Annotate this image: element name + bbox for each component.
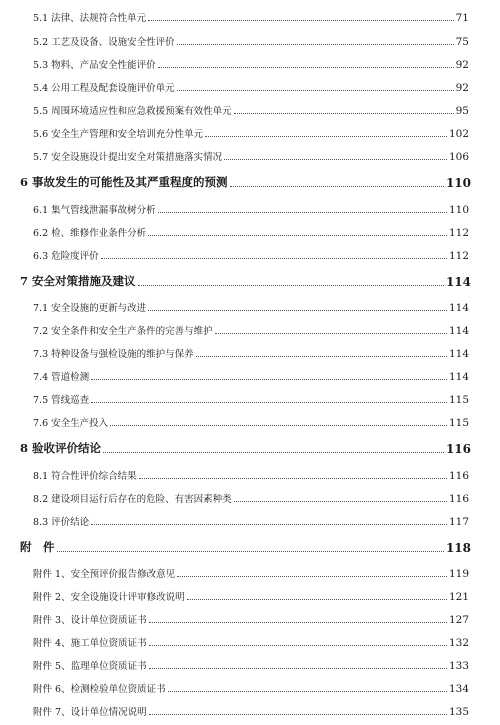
toc-entry-title: 5.2 工艺及设备、设施安全性评价 [33, 37, 175, 48]
toc-page-number: 132 [448, 637, 469, 649]
toc-page-number: 112 [448, 250, 469, 262]
toc-page-number: 116 [448, 493, 469, 505]
toc-entry-title: 5.1 法律、法规符合性单元 [33, 13, 147, 24]
toc-dot-leader [149, 622, 447, 623]
toc-section-entry[interactable] [0, 323, 500, 337]
toc-dot-leader [139, 478, 447, 479]
toc-dot-leader [148, 235, 447, 236]
toc-page-number: 119 [448, 568, 469, 580]
toc-dot-leader [187, 599, 447, 600]
toc-section-entry[interactable] [0, 80, 500, 94]
toc-entry-title: 7.1 安全设施的更新与改进 [33, 303, 147, 314]
toc-page-number: 117 [448, 516, 469, 528]
toc-dot-leader [177, 576, 447, 577]
toc-entry-title: 附件 4、施工单位资质证书 [33, 638, 147, 649]
toc-page-number: 110 [448, 204, 469, 216]
toc-page-number: 121 [448, 591, 469, 603]
toc-chapter-entry[interactable] [0, 539, 500, 555]
toc-section-entry[interactable] [0, 704, 500, 718]
toc-dot-leader [101, 258, 447, 259]
toc-dot-leader [234, 501, 447, 502]
toc-entry-title: 8.2 建设项目运行后存在的危险、有害因素种类 [33, 494, 232, 505]
toc-page-number: 115 [448, 417, 469, 429]
toc-dot-leader [57, 551, 444, 552]
toc-dot-leader [91, 402, 447, 403]
toc-dot-leader [215, 333, 447, 334]
toc-page-number: 92 [455, 82, 469, 94]
toc-page-number: 114 [448, 302, 469, 314]
toc-page-number: 134 [448, 683, 469, 695]
toc-entry-title: 8 验收评价结论 [20, 441, 102, 455]
toc-entry-title: 6.2 检、维修作业条件分析 [33, 228, 147, 239]
toc-dot-leader [230, 186, 444, 187]
toc-entry-title: 附件 6、检测检验单位资质证书 [33, 684, 166, 695]
toc-entry-title: 7.4 管道检测 [33, 372, 90, 383]
toc-entry-title: 5.6 安全生产管理和安全培训充分性单元 [33, 129, 204, 140]
toc-entry-title: 附件 3、设计单位资质证书 [33, 615, 147, 626]
toc-chapter-entry[interactable] [0, 174, 500, 190]
toc-section-entry[interactable] [0, 126, 500, 140]
toc-section-entry[interactable] [0, 149, 500, 163]
toc-page-number: 116 [445, 442, 471, 456]
toc-page-number: 71 [455, 12, 469, 24]
toc-entry-title: 7.3 特种设备与强检设施的维护与保养 [33, 349, 194, 360]
toc-page-number: 114 [445, 275, 471, 289]
toc-dot-leader [224, 159, 447, 160]
toc-entry-title: 6.3 危险度评价 [33, 251, 99, 262]
toc-dot-leader [158, 212, 447, 213]
toc-dot-leader [234, 113, 454, 114]
toc-dot-leader [205, 136, 447, 137]
toc-section-entry[interactable] [0, 491, 500, 505]
toc-entry-title: 附件 2、安全设施设计评审修改说明 [33, 592, 185, 603]
toc-entry-title: 7.2 安全条件和安全生产条件的完善与维护 [33, 326, 213, 337]
toc-entry-title: 8.1 符合性评价综合结果 [33, 471, 137, 482]
toc-dot-leader [177, 90, 454, 91]
toc-page-number: 95 [455, 105, 469, 117]
toc-entry-title: 附 件 [20, 540, 55, 554]
toc-page-number: 102 [448, 128, 469, 140]
toc-entry-title: 附件 5、监理单位资质证书 [33, 661, 147, 672]
toc-dot-leader [149, 645, 447, 646]
toc-page-number: 114 [448, 348, 469, 360]
toc-section-entry[interactable] [0, 612, 500, 626]
toc-entry-title: 5.7 安全设施设计提出安全对策措施落实情况 [33, 152, 223, 163]
toc-section-entry[interactable] [0, 468, 500, 482]
toc-section-entry[interactable] [0, 681, 500, 695]
toc-dot-leader [149, 714, 447, 715]
toc-dot-leader [138, 285, 444, 286]
toc-page-number: 112 [448, 227, 469, 239]
toc-section-entry[interactable] [0, 658, 500, 672]
toc-entry-title: 5.5 周围环境适应性和应急救援预案有效性单元 [33, 106, 232, 117]
toc-dot-leader [110, 425, 447, 426]
toc-section-entry[interactable] [0, 10, 500, 24]
toc-page-number: 92 [455, 59, 469, 71]
toc-section-entry[interactable] [0, 392, 500, 406]
toc-dot-leader [91, 379, 447, 380]
toc-section-entry[interactable] [0, 225, 500, 239]
toc-section-entry[interactable] [0, 34, 500, 48]
toc-entry-title: 8.3 评价结论 [33, 517, 90, 528]
toc-section-entry[interactable] [0, 514, 500, 528]
toc-page-number: 106 [448, 151, 469, 163]
toc-entry-title: 7 安全对策措施及建议 [20, 274, 136, 288]
toc-entry-title: 6 事故发生的可能性及其严重程度的预测 [20, 175, 228, 189]
toc-dot-leader [148, 310, 447, 311]
toc-dot-leader [149, 668, 447, 669]
toc-section-entry[interactable] [0, 566, 500, 580]
toc-section-entry[interactable] [0, 415, 500, 429]
toc-page-number: 114 [448, 371, 469, 383]
toc-section-entry[interactable] [0, 202, 500, 216]
toc-dot-leader [103, 452, 444, 453]
toc-dot-leader [168, 691, 447, 692]
toc-dot-leader [177, 44, 454, 45]
toc-page-number: 115 [448, 394, 469, 406]
toc-page-number: 118 [445, 541, 471, 555]
toc-section-entry[interactable] [0, 635, 500, 649]
toc-entry-title: 附件 1、安全预评价报告修改意见 [33, 569, 176, 580]
toc-dot-leader [196, 356, 447, 357]
toc-page-number: 114 [448, 325, 469, 337]
toc-page-number: 133 [448, 660, 469, 672]
toc-page-number: 116 [448, 470, 469, 482]
toc-section-entry[interactable] [0, 57, 500, 71]
toc-entry-title: 7.6 安全生产投入 [33, 418, 109, 429]
toc-section-entry[interactable] [0, 300, 500, 314]
toc-chapter-entry[interactable] [0, 440, 500, 456]
toc-dot-leader [148, 20, 453, 21]
toc-dot-leader [91, 524, 447, 525]
toc-section-entry[interactable] [0, 103, 500, 117]
toc-section-entry[interactable] [0, 248, 500, 262]
toc-dot-leader [158, 67, 454, 68]
toc-entry-title: 6.1 集气管线泄漏事故树分析 [33, 205, 156, 216]
toc-page-number: 127 [448, 614, 469, 626]
toc-entry-title: 附件 7、设计单位情况说明 [33, 707, 147, 718]
toc-entry-title: 7.5 管线巡查 [33, 395, 90, 406]
toc-page-number: 110 [445, 176, 471, 190]
toc-chapter-entry[interactable] [0, 273, 500, 289]
toc-page-number: 75 [455, 36, 469, 48]
toc-entry-title: 5.4 公用工程及配套设施评价单元 [33, 83, 175, 94]
toc-section-entry[interactable] [0, 589, 500, 603]
toc-section-entry[interactable] [0, 346, 500, 360]
toc-section-entry[interactable] [0, 369, 500, 383]
toc-entry-title: 5.3 物料、产品安全性能评价 [33, 60, 156, 71]
toc-page-number: 135 [448, 706, 469, 718]
